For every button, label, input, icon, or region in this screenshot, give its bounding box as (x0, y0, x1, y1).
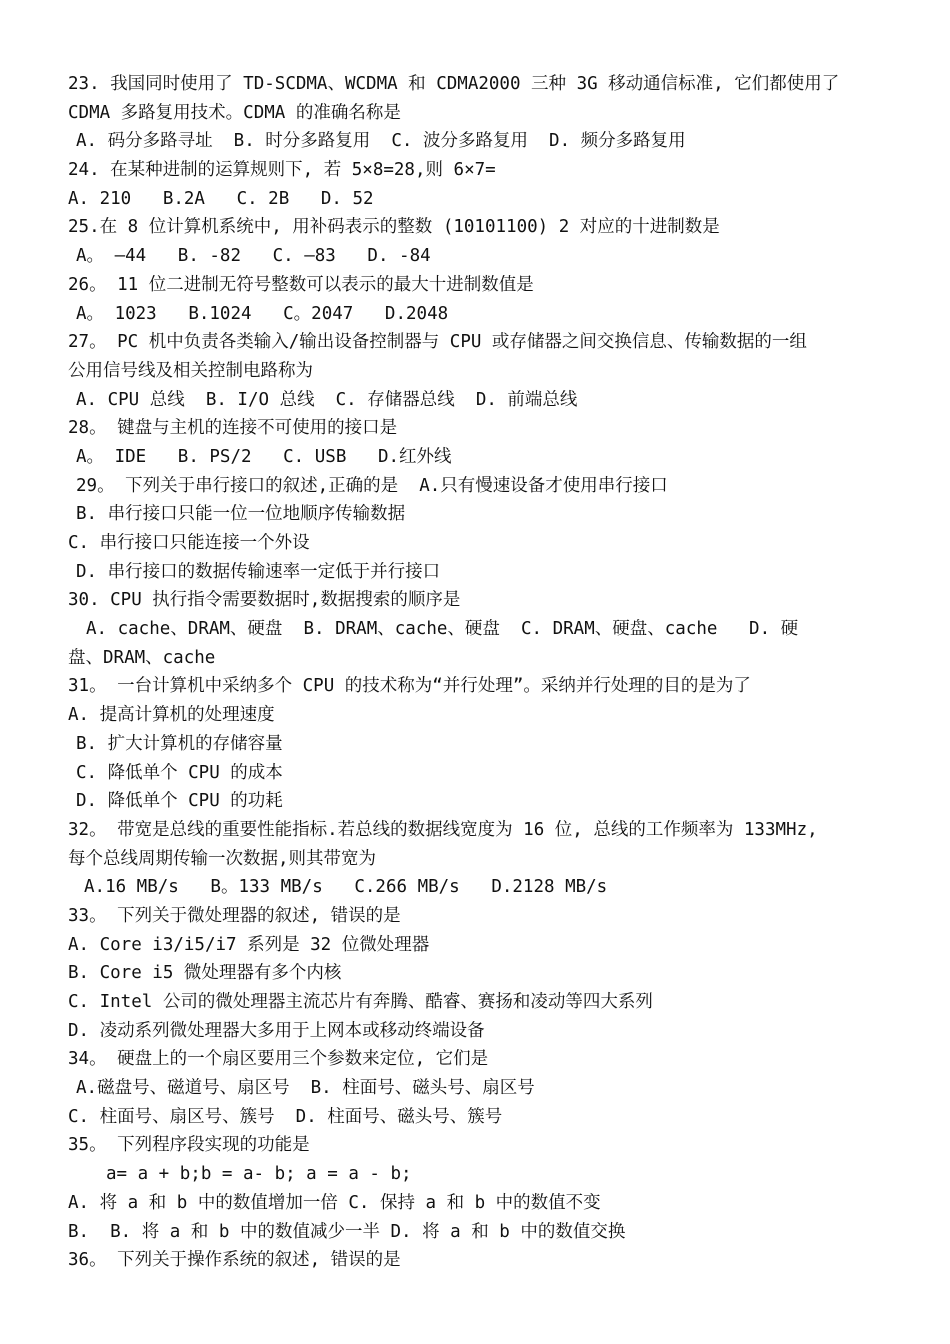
text-line: A. cache、DRAM、硬盘 B. DRAM、cache、硬盘 C. DRAM、硬盘、cache D. 硬 (86, 619, 799, 640)
text-line: 34。 硬盘上的一个扇区要用三个参数来定位, 它们是 (68, 1049, 489, 1070)
text-line: C. 柱面号、扇区号、簇号 D. 柱面号、磁头号、簇号 (68, 1106, 503, 1127)
text-line: A. CPU 总线 B. I/O 总线 C. 存储器总线 D. 前端总线 (76, 389, 578, 410)
text-line: 27。 PC 机中负责各类输入/输出设备控制器与 CPU 或存储器之间交换信息、传输数据的一组 (68, 332, 807, 353)
text-line: a= a + b;b = a- b; a = a - b; (106, 1164, 412, 1185)
text-line: A。 1023 B.1024 C。2047 D.2048 (76, 303, 449, 324)
text-line: A.磁盘号、磁道号、扇区号 B. 柱面号、磁头号、扇区号 (76, 1078, 535, 1099)
text-line: 28。 键盘与主机的连接不可使用的接口是 (68, 418, 398, 439)
text-line: CDMA 多路复用技术。CDMA 的准确名称是 (68, 102, 401, 123)
text-line: 32。 带宽是总线的重要性能指标.若总线的数据线宽度为 16 位, 总线的工作频率为 133MHz, (68, 819, 818, 840)
text-line: 26。 11 位二进制无符号整数可以表示的最大十进制数值是 (68, 274, 534, 295)
text-line: B. 串行接口只能一位一位地顺序传输数据 (76, 504, 406, 525)
text-line: C. Intel 公司的微处理器主流芯片有奔腾、酷睿、赛扬和凌动等四大系列 (68, 992, 653, 1012)
text-line: 23. 我国同时使用了 TD-SCDMA、WCDMA 和 CDMA2000 三种 3G 移动通信标准, 它们都使用了 (68, 74, 840, 94)
text-line: A. 210 B.2A C. 2B D. 52 (68, 188, 374, 209)
text-line: 31。 一台计算机中采纳多个 CPU 的技术称为“并行处理”。采纳并行处理的目的是为了 (68, 676, 751, 697)
text-line: B. Core i5 微处理器有多个内核 (68, 963, 342, 984)
text-line: A. Core i3/i5/i7 系列是 32 位微处理器 (68, 934, 430, 955)
text-line: 36。 下列关于操作系统的叙述, 错误的是 (68, 1250, 401, 1271)
text-line: D. 凌动系列微处理器大多用于上网本或移动终端设备 (68, 1020, 485, 1041)
text-line: A. 码分多路寻址 B. 时分多路复用 C. 波分多路复用 D. 频分多路复用 (76, 131, 686, 152)
text-line: 每个总线周期传输一次数据,则其带宽为 (68, 848, 377, 869)
text-line: A. 提高计算机的处理速度 (68, 705, 275, 726)
text-line: A。 IDE B. PS/2 C. USB D.红外线 (76, 446, 452, 467)
text-line: 29。 下列关于串行接口的叙述,正确的是 A.只有慢速设备才使用串行接口 (76, 475, 668, 496)
text-line: 35。 下列程序段实现的功能是 (68, 1135, 310, 1156)
text-line: C. 串行接口只能连接一个外设 (68, 533, 310, 553)
text-line: 30. CPU 执行指令需要数据时,数据搜索的顺序是 (68, 590, 461, 611)
text-line: 公用信号线及相关控制电路称为 (68, 360, 313, 381)
text-line: 33。 下列关于微处理器的叙述, 错误的是 (68, 905, 401, 926)
text-line: C. 降低单个 CPU 的成本 (76, 762, 283, 783)
text-line: 24. 在某种进制的运算规则下, 若 5×8=28,则 6×7= (68, 160, 496, 181)
text-line: B. B. 将 a 和 b 中的数值减少一半 D. 将 a 和 b 中的数值交换 (68, 1221, 626, 1242)
text-line: A. 将 a 和 b 中的数值增加一倍 C. 保持 a 和 b 中的数值不变 (68, 1192, 601, 1213)
text-line: A.16 MB/s B。133 MB/s C.266 MB/s D.2128 MB/s (84, 877, 608, 898)
text-line: A。 —44 B. -82 C. —83 D. -84 (76, 246, 431, 267)
text-line: 25.在 8 位计算机系统中, 用补码表示的整数 (10101100) 2 对应的十进制数是 (68, 217, 720, 238)
text-line: D. 串行接口的数据传输速率一定低于并行接口 (76, 561, 441, 582)
text-line: B. 扩大计算机的存储容量 (76, 733, 283, 754)
text-line: 盘、DRAM、cache (68, 647, 216, 668)
text-line: D. 降低单个 CPU 的功耗 (76, 791, 283, 812)
exam-page (68, 70, 898, 1275)
